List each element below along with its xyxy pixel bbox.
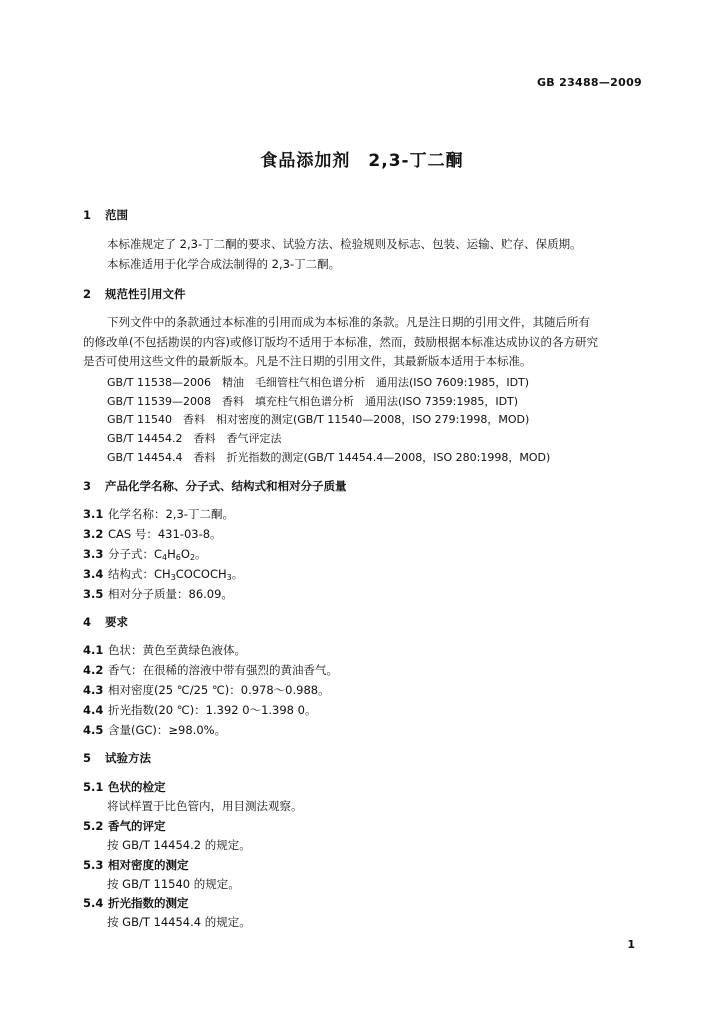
section-number: 4 [83, 615, 92, 629]
clause-number: 5.1 [83, 780, 104, 794]
formula-prefix: 结构式：CH [108, 567, 171, 581]
clause-number: 4.2 [83, 663, 104, 677]
clause-number: 3.3 [83, 547, 104, 561]
standard-number: GB 23488—2009 [536, 76, 642, 89]
clause-3-2 [83, 526, 222, 542]
clause-number: 3.4 [83, 567, 104, 581]
reference-item: GB/T 14454.2 香料 香气评定法 [107, 432, 282, 445]
paragraph: 将试样置于比色管内，用目测法观察。 [107, 799, 303, 813]
clause-text: 折光指数(20 ℃)：1.392 0～1.398 0。 [108, 703, 317, 717]
subsection-5-2-heading [83, 818, 166, 834]
section-title: 试验方法 [105, 751, 151, 765]
clause-number: 5.3 [83, 858, 104, 872]
clause-4-2 [83, 662, 338, 678]
subsection-title: 折光指数的测定 [108, 896, 189, 910]
clause-number: 5.4 [83, 896, 104, 910]
subsection-5-3-heading [83, 857, 189, 873]
section-title: 产品化学名称、分子式、结构式和相对分子质量 [105, 479, 347, 493]
clause-4-4 [83, 702, 316, 718]
section-number: 2 [83, 287, 92, 301]
subscript: 6 [175, 553, 181, 562]
section-1-heading [83, 207, 128, 223]
clause-4-5 [83, 722, 226, 738]
section-5-heading [83, 750, 151, 766]
clause-3-4 [83, 566, 243, 582]
formula-part: H [167, 547, 176, 561]
page-number: 1 [627, 938, 635, 951]
subscript: 4 [162, 553, 168, 562]
subsection-title: 色状的检定 [108, 780, 166, 794]
section-2-heading [83, 286, 186, 302]
subscript: 3 [170, 573, 176, 582]
formula-tail: 。 [231, 567, 244, 581]
reference-item: GB/T 11540 香料 相对密度的测定(GB/T 11540—2008，ISO 279:1998，MOD) [107, 413, 530, 426]
clause-number: 4.3 [83, 683, 104, 697]
clause-number: 4.1 [83, 643, 104, 657]
section-title: 范围 [105, 208, 128, 222]
paragraph-line: 是否可使用这些文件的最新版本。凡是不注日期的引用文件，其最新版本适用于本标准。 [83, 354, 532, 368]
section-3-heading [83, 478, 347, 494]
reference-item: GB/T 11538—2006 精油 毛细管柱气相色谱分析 通用法(ISO 7609:1985，IDT) [107, 376, 530, 389]
subsection-5-4-heading [83, 895, 189, 911]
subscript: 3 [226, 573, 232, 582]
subscript: 2 [189, 553, 196, 562]
clause-number: 4.5 [83, 723, 104, 737]
paragraph: 按 GB/T 14454.2 的规定。 [107, 838, 251, 852]
clause-text: 相对分子质量：86.09。 [108, 587, 233, 601]
reference-item: GB/T 11539—2008 香料 填充柱气相色谱分析 通用法(ISO 7359:1985，IDT) [107, 395, 519, 408]
clause-text: 相对密度(25 ℃/25 ℃)：0.978～0.988。 [108, 683, 330, 697]
clause-number: 5.2 [83, 819, 104, 833]
formula-tail: 。 [195, 547, 207, 561]
formula-part: COCOCH [175, 567, 227, 581]
clause-text: 含量(GC)：≥98.0%。 [108, 723, 227, 737]
section-number: 5 [83, 751, 92, 765]
paragraph: 按 GB/T 14454.4 的规定。 [107, 915, 251, 929]
paragraph-line: 下列文件中的条款通过本标准的引用而成为本标准的条款。凡是注日期的引用文件，其随后所有 [107, 315, 590, 329]
formula-part: O [180, 547, 190, 561]
clause-4-3 [83, 682, 330, 698]
clause-number: 4.4 [83, 703, 104, 717]
subsection-5-1-heading [83, 779, 166, 795]
clause-text: 化学名称：2,3-丁二酮。 [108, 507, 234, 521]
clause-number: 3.2 [83, 527, 104, 541]
clause-text: 香气：在很稀的溶液中带有强烈的黄油香气。 [108, 663, 338, 677]
subsection-title: 香气的评定 [108, 819, 166, 833]
clause-3-3 [83, 546, 207, 562]
subsection-title: 相对密度的测定 [108, 858, 189, 872]
clause-number: 3.1 [83, 507, 104, 521]
clause-3-5 [83, 586, 233, 602]
clause-text: 色状：黄色至黄绿色液体。 [108, 643, 246, 657]
section-number: 3 [83, 479, 92, 493]
paragraph-line: 的修改单(不包括勘误的内容)或修订版均不适用于本标准，然而，鼓励根据本标准达成协议的各方研究 [83, 335, 598, 349]
formula-prefix: 分子式：C [108, 547, 163, 561]
paragraph: 本标准适用于化学合成法制得的 2,3-丁二酮。 [107, 257, 341, 271]
clause-text: CAS 号：431-03-8。 [108, 527, 222, 541]
paragraph: 本标准规定了 2,3-丁二酮的要求、试验方法、检验规则及标志、包装、运输、贮存、保质期。 [107, 237, 582, 251]
document-title: 食品添加剂 2,3-丁二酮 [260, 151, 464, 171]
paragraph: 按 GB/T 11540 的规定。 [107, 877, 240, 891]
section-4-heading [83, 614, 128, 630]
clause-number: 3.5 [83, 587, 104, 601]
section-number: 1 [83, 208, 92, 222]
clause-3-1 [83, 506, 234, 522]
section-title: 要求 [105, 615, 128, 629]
clause-4-1 [83, 642, 246, 658]
section-title: 规范性引用文件 [105, 287, 186, 301]
reference-item: GB/T 14454.4 香料 折光指数的测定(GB/T 14454.4—2008，ISO 280:1998，MOD) [107, 451, 551, 464]
